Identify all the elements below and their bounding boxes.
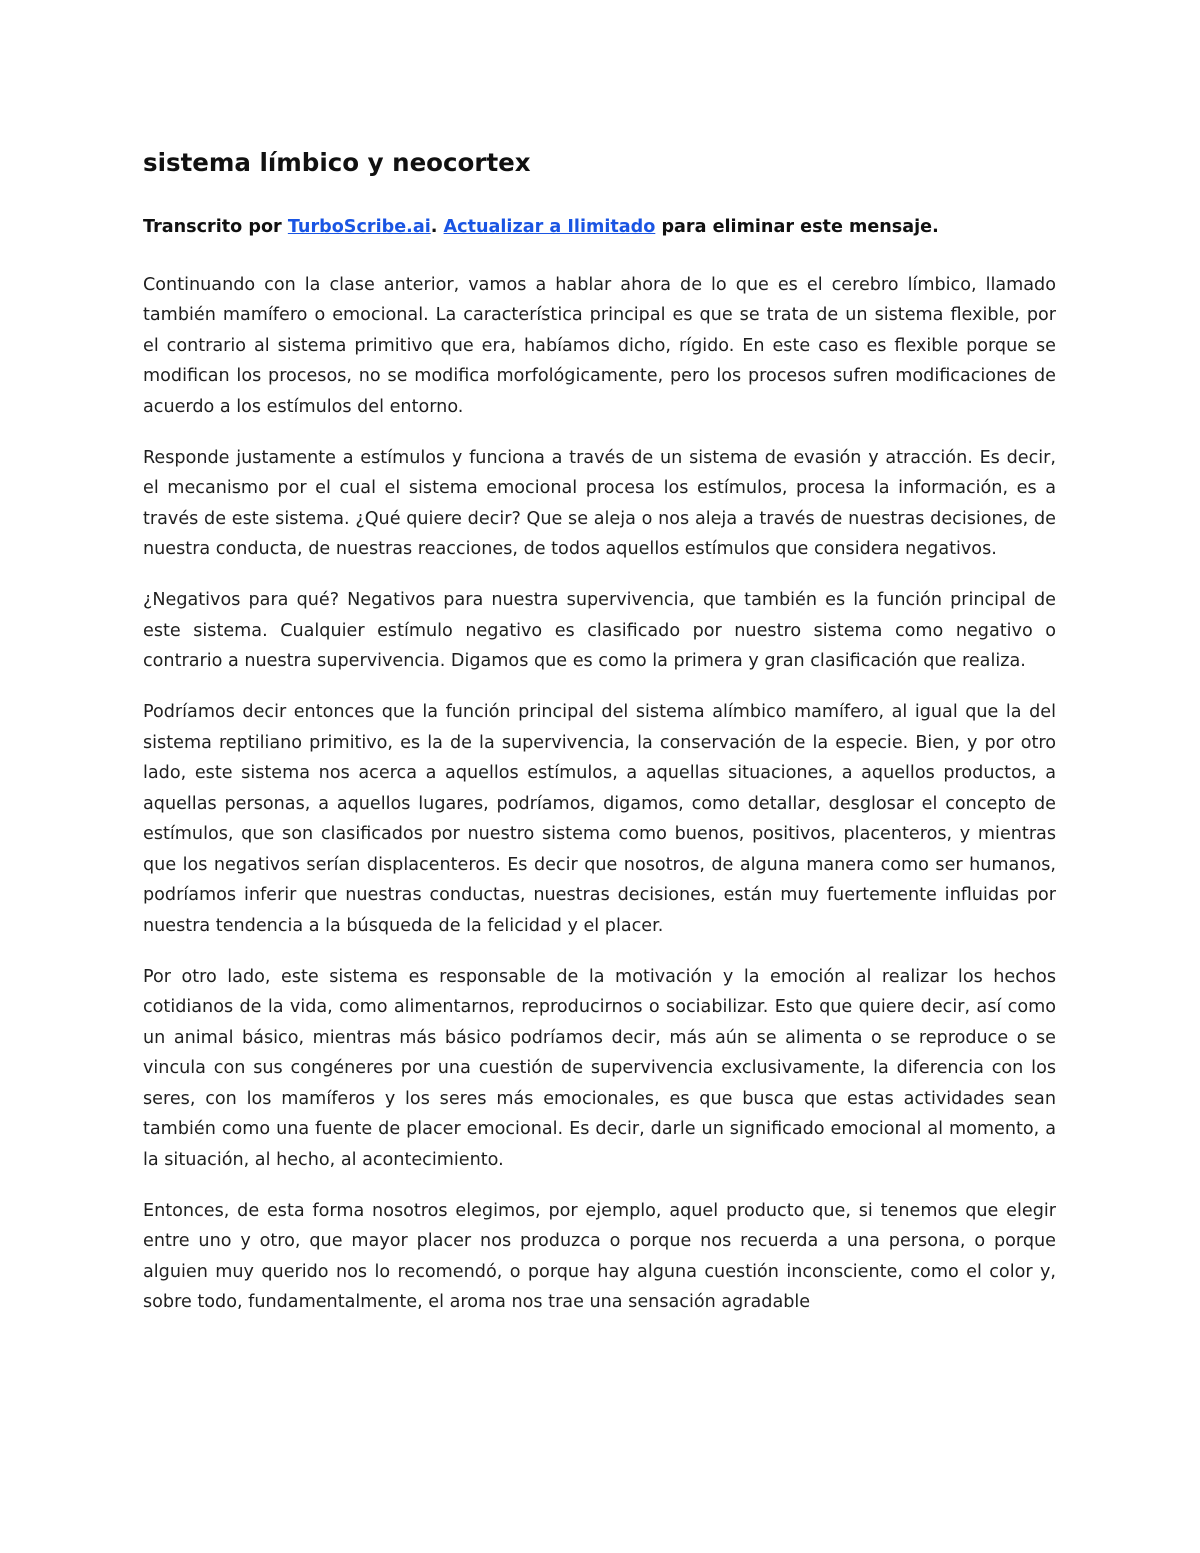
paragraph-2: Responde justamente a estímulos y funciona a través de un sistema de evasión y atracción. Es decir, el mecanismo por el cual el sistema emocional procesa los estímulos, procesa la información, es a través de este sistema. ¿Qué quiere decir? Que se aleja o nos aleja a través de nuestras decisiones, de nuestra conducta, de nuestras reacciones, de todos aquellos estímulos que considera negativos. (143, 447, 1056, 559)
document-page (143, 146, 1056, 1338)
notice-separator: . (430, 217, 444, 237)
turboscribe-link[interactable]: TurboScribe.ai (287, 217, 431, 237)
upgrade-unlimited-link[interactable]: Actualizar a Ilimitado (443, 217, 656, 237)
document-title: sistema límbico y neocortex (143, 148, 531, 177)
notice-suffix: para eliminar este mensaje. (655, 217, 939, 237)
paragraph-4: Podríamos decir entonces que la función principal del sistema alímbico mamífero, al igual que la del sistema reptiliano primitivo, es la de la supervivencia, la conservación de la especie. Bien, y por otro lado, este sistema nos acerca a aquellos estímulos, a aquellas situaciones, a aquellos productos, a aquellas personas, a aquellos lugares, podríamos, digamos, como detallar, desglosar el concepto de estímulos, que son clasificados por nuestro sistema como buenos, positivos, placenteros, y mientras que los negativos serían displacenteros. Es decir que nosotros, de alguna manera como ser humanos, podríamos inferir que nuestras conductas, nuestras decisiones, están muy fuertemente influidas por nuestra tendencia a la búsqueda de la felicidad y el placer. (143, 702, 1056, 936)
paragraph-5: Por otro lado, este sistema es responsable de la motivación y la emoción al realizar los hechos cotidianos de la vida, como alimentarnos, reproducirnos o sociabilizar. Esto que quiere decir, así como un animal básico, mientras más básico podríamos decir, más aún se alimenta o se reproduce o se vincula con sus congéneres por una cuestión de supervivencia exclusivamente, la diferencia con los seres, con los mamíferos y los seres más emocionales, es que busca que estas actividades sean también como una fuente de placer emocional. Es decir, darle un significado emocional al momento, a la situación, al hecho, al acontecimiento. (143, 966, 1056, 1170)
paragraph-1: Continuando con la clase anterior, vamos a hablar ahora de lo que es el cerebro límbico, llamado también mamífero o emocional. La característica principal es que se trata de un sistema flexible, por el contrario al sistema primitivo que era, habíamos dicho, rígido. En este caso es flexible porque se modifican los procesos, no se modifica morfológicamente, pero los procesos sufren modificaciones de acuerdo a los estímulos del entorno. (143, 274, 1056, 417)
paragraph-6: Entonces, de esta forma nosotros elegimos, por ejemplo, aquel producto que, si tenemos que elegir entre uno y otro, que mayor placer nos produzca o porque nos recuerda a una persona, o porque alguien muy querido nos lo recomendó, o porque hay alguna cuestión inconsciente, como el color y, sobre todo, fundamentalmente, el aroma nos trae una sensación agradable (143, 1200, 1056, 1312)
notice-prefix: Transcrito por (143, 217, 288, 237)
paragraph-3: ¿Negativos para qué? Negativos para nuestra supervivencia, que también es la función principal de este sistema. Cualquier estímulo negativo es clasificado por nuestro sistema como negativo o contrario a nuestra supervivencia. Digamos que es como la primera y gran clasificación que realiza. (143, 590, 1056, 671)
transcription-notice (143, 212, 1056, 243)
